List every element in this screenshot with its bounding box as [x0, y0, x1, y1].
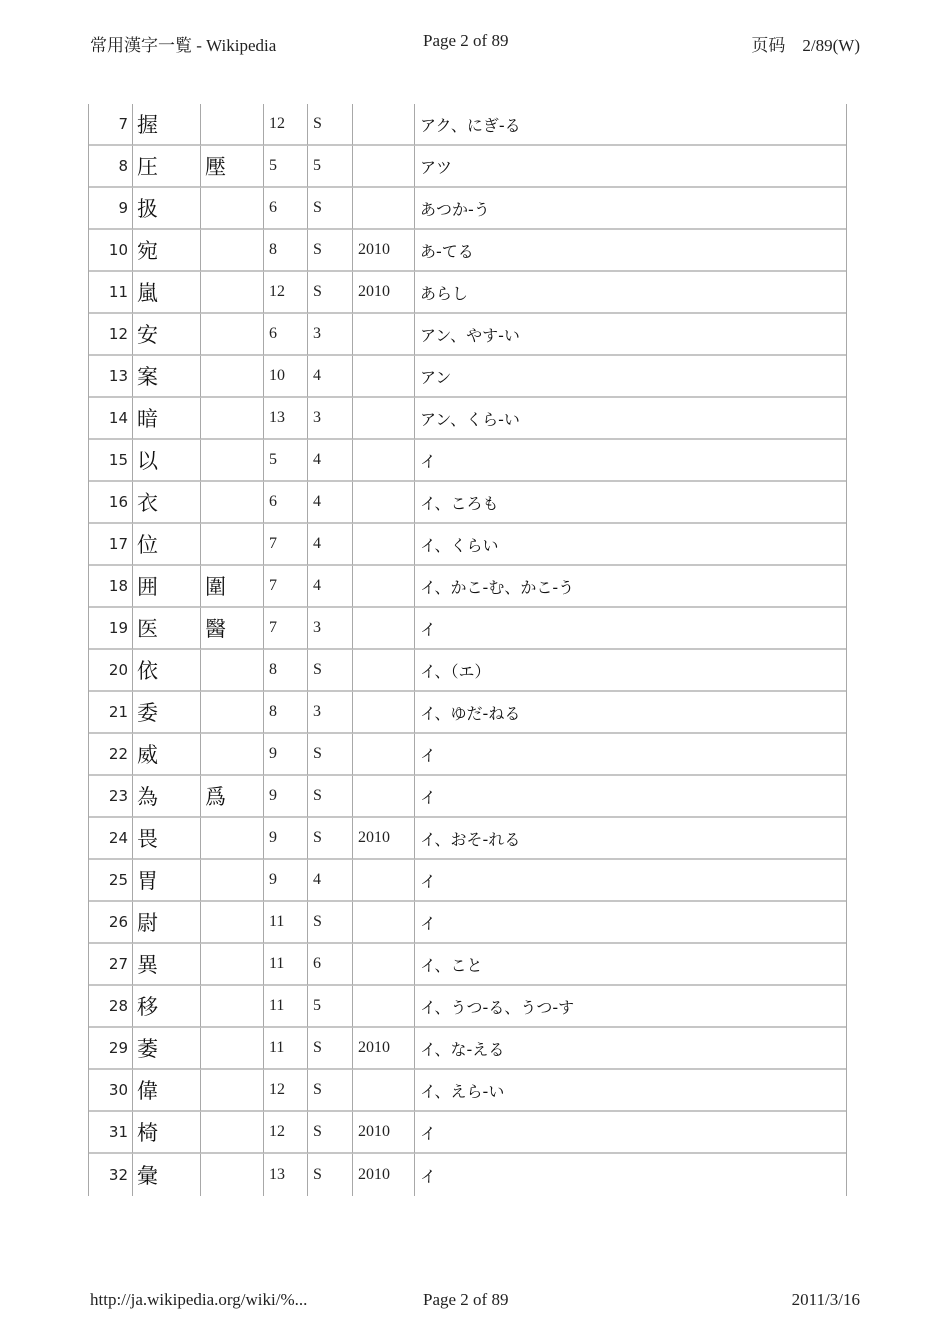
added-year [353, 188, 415, 230]
table-row [89, 986, 846, 1028]
table-row [89, 398, 846, 440]
table-row [89, 440, 846, 482]
row-number: 18 [89, 566, 133, 608]
added-year: 2010 [353, 230, 415, 272]
table-row [89, 902, 846, 944]
kanji-character: 偉 [133, 1070, 201, 1112]
row-number: 22 [89, 734, 133, 776]
old-form-kanji [201, 1154, 264, 1196]
stroke-count: 11 [264, 1028, 308, 1070]
grade-level: 3 [308, 692, 353, 734]
row-number: 30 [89, 1070, 133, 1112]
stroke-count: 13 [264, 398, 308, 440]
added-year [353, 734, 415, 776]
old-form-kanji [201, 524, 264, 566]
old-form-kanji [201, 944, 264, 986]
added-year [353, 902, 415, 944]
old-form-kanji [201, 440, 264, 482]
grade-level: 4 [308, 566, 353, 608]
row-number: 31 [89, 1112, 133, 1154]
old-form-kanji [201, 986, 264, 1028]
footer-page-number: Page 2 of 89 [423, 1290, 509, 1309]
row-number: 14 [89, 398, 133, 440]
stroke-count: 12 [264, 1112, 308, 1154]
old-form-kanji [201, 1112, 264, 1154]
kanji-character: 異 [133, 944, 201, 986]
grade-level: S [308, 1154, 353, 1196]
kanji-reading: あ-てる [415, 230, 846, 272]
old-form-kanji: 醫 [201, 608, 264, 650]
old-form-kanji [201, 356, 264, 398]
kanji-character: 為 [133, 776, 201, 818]
kanji-reading: イ [415, 440, 846, 482]
kanji-character: 宛 [133, 230, 201, 272]
added-year [353, 104, 415, 146]
row-number: 9 [89, 188, 133, 230]
kanji-reading: イ、こと [415, 944, 846, 986]
grade-level: S [308, 1028, 353, 1070]
kanji-table-body [89, 104, 846, 1196]
kanji-character: 医 [133, 608, 201, 650]
kanji-character: 尉 [133, 902, 201, 944]
old-form-kanji [201, 398, 264, 440]
stroke-count: 12 [264, 272, 308, 314]
row-number: 23 [89, 776, 133, 818]
kanji-reading: イ、ゆだ-ねる [415, 692, 846, 734]
kanji-reading: イ [415, 902, 846, 944]
added-year: 2010 [353, 818, 415, 860]
kanji-character: 扱 [133, 188, 201, 230]
kanji-character: 囲 [133, 566, 201, 608]
kanji-reading: イ、な-える [415, 1028, 846, 1070]
kanji-reading: イ、（エ） [415, 650, 846, 692]
stroke-count: 10 [264, 356, 308, 398]
kanji-table [88, 104, 847, 1196]
kanji-character: 椅 [133, 1112, 201, 1154]
added-year [353, 146, 415, 188]
kanji-character: 胃 [133, 860, 201, 902]
row-number: 7 [89, 104, 133, 146]
table-row [89, 650, 846, 692]
added-year [353, 314, 415, 356]
kanji-reading: アン、くら-い [415, 398, 846, 440]
old-form-kanji [201, 1028, 264, 1070]
grade-level: S [308, 230, 353, 272]
kanji-character: 彙 [133, 1154, 201, 1196]
added-year [353, 398, 415, 440]
table-row [89, 1028, 846, 1070]
header-page-code: 页码 2/89(W) [751, 36, 860, 55]
row-number: 26 [89, 902, 133, 944]
old-form-kanji: 圍 [201, 566, 264, 608]
kanji-character: 委 [133, 692, 201, 734]
old-form-kanji [201, 482, 264, 524]
row-number: 13 [89, 356, 133, 398]
kanji-character: 依 [133, 650, 201, 692]
table-row [89, 482, 846, 524]
grade-level: S [308, 1112, 353, 1154]
row-number: 25 [89, 860, 133, 902]
added-year [353, 692, 415, 734]
table-row [89, 146, 846, 188]
old-form-kanji: 爲 [201, 776, 264, 818]
row-number: 17 [89, 524, 133, 566]
old-form-kanji [201, 188, 264, 230]
grade-level: 4 [308, 524, 353, 566]
kanji-reading: イ、えら-い [415, 1070, 846, 1112]
kanji-character: 握 [133, 104, 201, 146]
header-page-number: Page 2 of 89 [423, 31, 509, 50]
grade-level: S [308, 902, 353, 944]
row-number: 27 [89, 944, 133, 986]
row-number: 16 [89, 482, 133, 524]
kanji-reading: イ [415, 734, 846, 776]
row-number: 11 [89, 272, 133, 314]
old-form-kanji [201, 272, 264, 314]
grade-level: S [308, 650, 353, 692]
old-form-kanji [201, 104, 264, 146]
kanji-reading: イ、おそ-れる [415, 818, 846, 860]
grade-level: 4 [308, 482, 353, 524]
stroke-count: 9 [264, 818, 308, 860]
kanji-character: 萎 [133, 1028, 201, 1070]
kanji-character: 衣 [133, 482, 201, 524]
table-row [89, 860, 846, 902]
old-form-kanji [201, 692, 264, 734]
kanji-character: 暗 [133, 398, 201, 440]
kanji-reading: アン [415, 356, 846, 398]
stroke-count: 6 [264, 188, 308, 230]
row-number: 32 [89, 1154, 133, 1196]
stroke-count: 8 [264, 650, 308, 692]
table-row [89, 1112, 846, 1154]
added-year [353, 356, 415, 398]
table-row [89, 734, 846, 776]
page-footer [0, 1290, 950, 1314]
added-year [353, 566, 415, 608]
grade-level: 3 [308, 314, 353, 356]
kanji-reading: イ、ころも [415, 482, 846, 524]
kanji-reading: イ、くらい [415, 524, 846, 566]
kanji-reading: あつか-う [415, 188, 846, 230]
document-title: 常用漢字一覧 - Wikipedia [90, 36, 277, 55]
old-form-kanji: 壓 [201, 146, 264, 188]
kanji-reading: イ [415, 608, 846, 650]
stroke-count: 6 [264, 482, 308, 524]
grade-level: S [308, 272, 353, 314]
page-header [0, 31, 950, 55]
stroke-count: 8 [264, 692, 308, 734]
kanji-character: 移 [133, 986, 201, 1028]
table-row [89, 1154, 846, 1196]
grade-level: S [308, 104, 353, 146]
grade-level: 4 [308, 356, 353, 398]
kanji-reading: イ、かこ-む、かこ-う [415, 566, 846, 608]
kanji-character: 位 [133, 524, 201, 566]
kanji-reading: イ [415, 776, 846, 818]
kanji-character: 以 [133, 440, 201, 482]
kanji-character: 威 [133, 734, 201, 776]
kanji-character: 嵐 [133, 272, 201, 314]
stroke-count: 12 [264, 104, 308, 146]
table-row [89, 524, 846, 566]
added-year: 2010 [353, 1112, 415, 1154]
grade-level: 3 [308, 608, 353, 650]
table-row [89, 230, 846, 272]
stroke-count: 6 [264, 314, 308, 356]
old-form-kanji [201, 230, 264, 272]
old-form-kanji [201, 860, 264, 902]
grade-level: S [308, 188, 353, 230]
kanji-character: 安 [133, 314, 201, 356]
stroke-count: 7 [264, 608, 308, 650]
kanji-reading: あらし [415, 272, 846, 314]
table-row [89, 692, 846, 734]
stroke-count: 8 [264, 230, 308, 272]
row-number: 8 [89, 146, 133, 188]
kanji-character: 畏 [133, 818, 201, 860]
grade-level: 5 [308, 986, 353, 1028]
table-row [89, 272, 846, 314]
stroke-count: 11 [264, 944, 308, 986]
added-year: 2010 [353, 1154, 415, 1196]
grade-level: 4 [308, 440, 353, 482]
added-year [353, 482, 415, 524]
table-row [89, 944, 846, 986]
kanji-reading: アツ [415, 146, 846, 188]
added-year [353, 608, 415, 650]
old-form-kanji [201, 902, 264, 944]
kanji-character: 圧 [133, 146, 201, 188]
grade-level: S [308, 734, 353, 776]
table-row [89, 776, 846, 818]
grade-level: 6 [308, 944, 353, 986]
footer-date: 2011/3/16 [791, 1290, 860, 1309]
row-number: 15 [89, 440, 133, 482]
kanji-reading: アク、にぎ-る [415, 104, 846, 146]
grade-level: S [308, 818, 353, 860]
kanji-reading: イ [415, 1112, 846, 1154]
table-row [89, 566, 846, 608]
kanji-reading: アン、やす-い [415, 314, 846, 356]
added-year [353, 986, 415, 1028]
old-form-kanji [201, 1070, 264, 1112]
footer-url: http://ja.wikipedia.org/wiki/%... [90, 1290, 308, 1309]
grade-level: 4 [308, 860, 353, 902]
table-row [89, 1070, 846, 1112]
kanji-reading: イ、うつ-る、うつ-す [415, 986, 846, 1028]
row-number: 29 [89, 1028, 133, 1070]
row-number: 21 [89, 692, 133, 734]
grade-level: 3 [308, 398, 353, 440]
old-form-kanji [201, 734, 264, 776]
stroke-count: 7 [264, 566, 308, 608]
kanji-reading: イ [420, 1166, 437, 1186]
stroke-count: 9 [264, 776, 308, 818]
row-number: 19 [89, 608, 133, 650]
added-year [353, 440, 415, 482]
table-row [89, 818, 846, 860]
grade-level: S [308, 1070, 353, 1112]
grade-level: S [308, 776, 353, 818]
stroke-count: 7 [264, 524, 308, 566]
kanji-character: 案 [133, 356, 201, 398]
added-year [353, 524, 415, 566]
old-form-kanji [201, 314, 264, 356]
old-form-kanji [201, 650, 264, 692]
table-row [89, 104, 846, 146]
table-row [89, 314, 846, 356]
kanji-table-container [88, 104, 845, 1196]
row-number: 28 [89, 986, 133, 1028]
stroke-count: 5 [264, 440, 308, 482]
kanji-reading: イ [415, 860, 846, 902]
stroke-count: 9 [264, 860, 308, 902]
table-row [89, 608, 846, 650]
grade-level: 5 [308, 146, 353, 188]
added-year: 2010 [353, 1028, 415, 1070]
added-year [353, 944, 415, 986]
added-year [353, 650, 415, 692]
row-number: 20 [89, 650, 133, 692]
table-row [89, 356, 846, 398]
stroke-count: 12 [264, 1070, 308, 1112]
row-number: 24 [89, 818, 133, 860]
stroke-count: 5 [264, 146, 308, 188]
old-form-kanji [201, 818, 264, 860]
added-year [353, 1070, 415, 1112]
table-row [89, 188, 846, 230]
stroke-count: 13 [264, 1154, 308, 1196]
stroke-count: 9 [264, 734, 308, 776]
row-number: 10 [89, 230, 133, 272]
added-year [353, 776, 415, 818]
added-year [353, 860, 415, 902]
row-number: 12 [89, 314, 133, 356]
stroke-count: 11 [264, 986, 308, 1028]
stroke-count: 11 [264, 902, 308, 944]
added-year: 2010 [353, 272, 415, 314]
